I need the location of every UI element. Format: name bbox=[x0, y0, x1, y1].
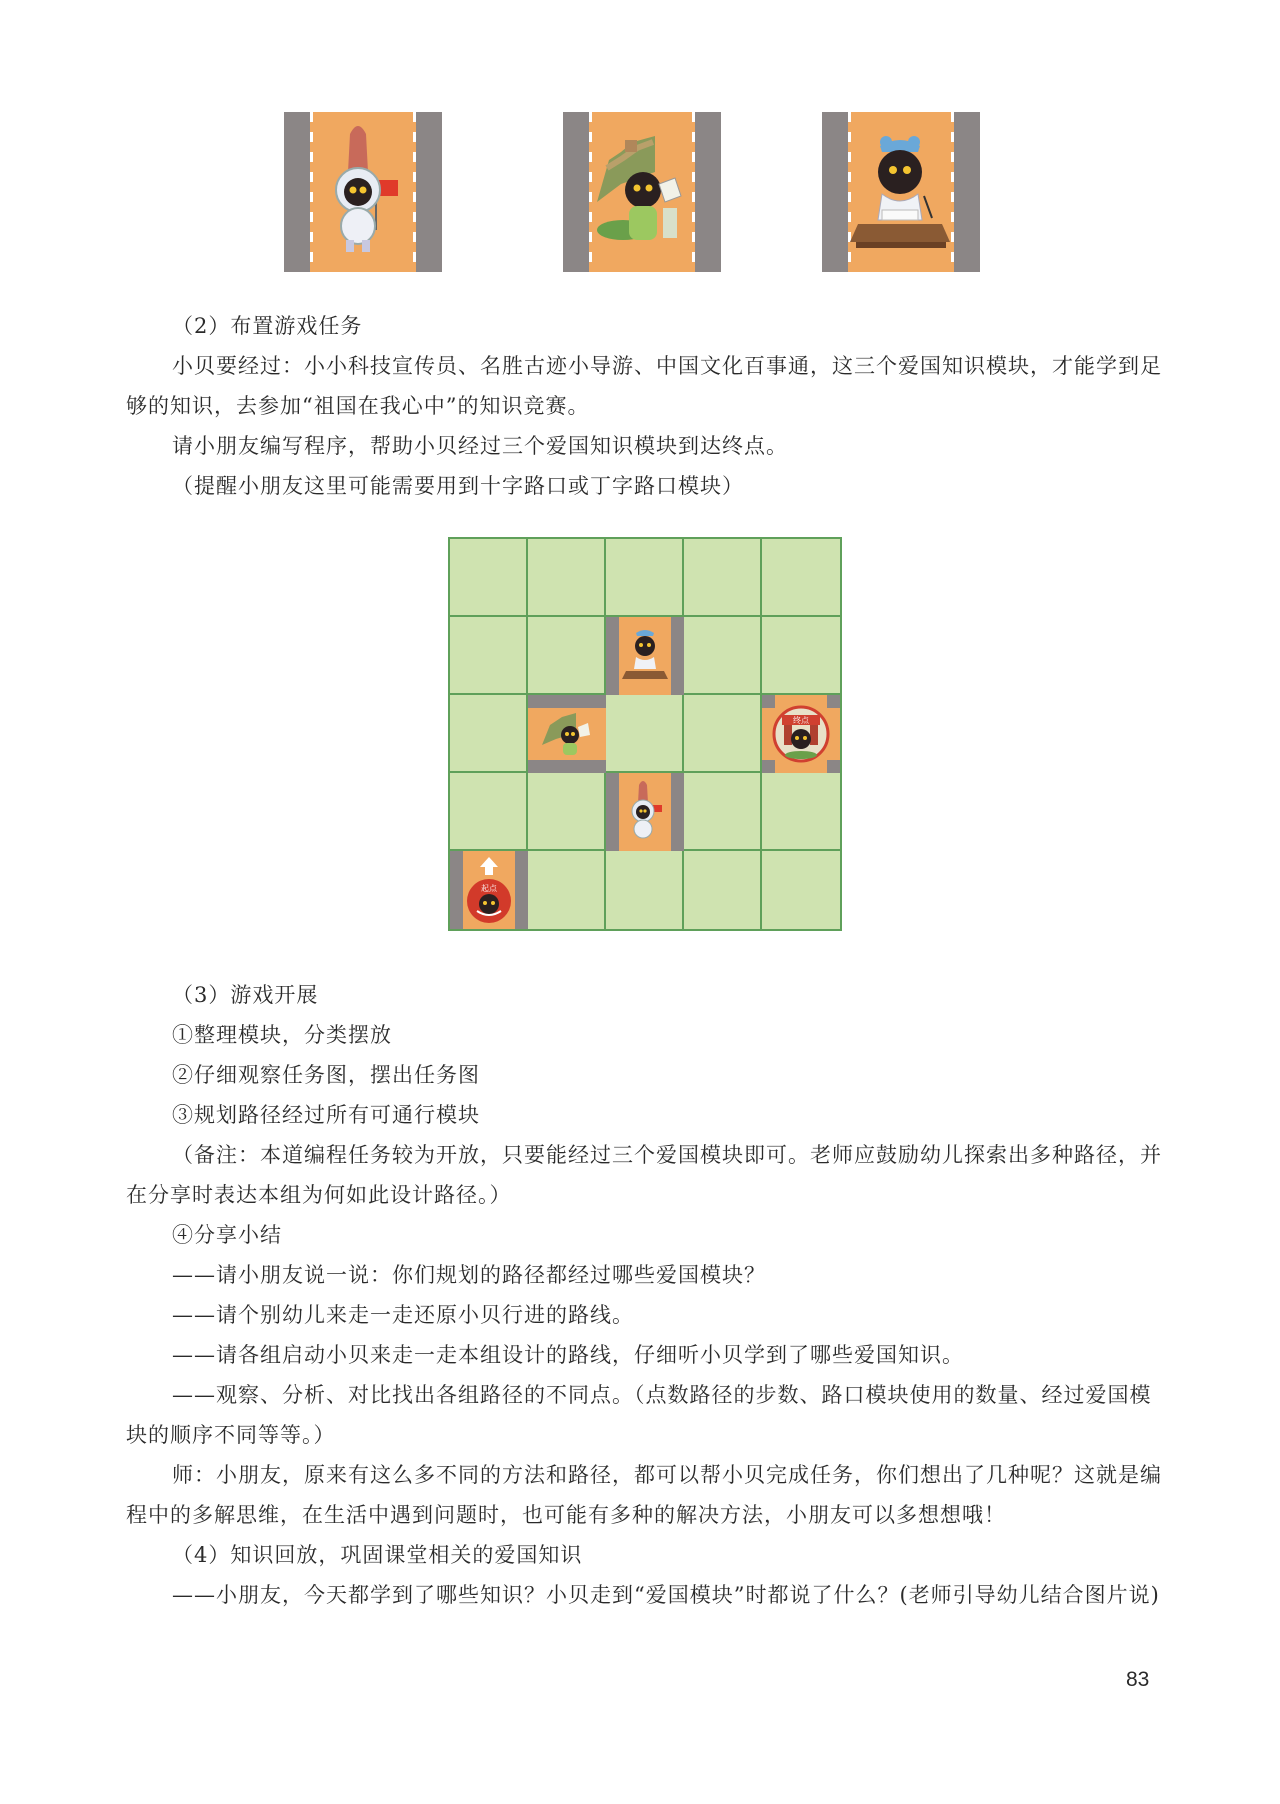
great-wall-guide-icon bbox=[528, 695, 606, 773]
section4-q1: ——小朋友，今天都学到了哪些知识？小贝走到“爱国模块”时都说了什么？(老师引导幼儿结合图片说) bbox=[172, 1583, 1160, 1607]
section3-heading: （3）游戏开展 bbox=[172, 983, 319, 1007]
section3-step3: ③规划路径经过所有可通行模块 bbox=[172, 1103, 480, 1127]
section4-heading: （4）知识回放，巩固课堂相关的爱国知识 bbox=[172, 1543, 583, 1567]
tile-science-propagandist bbox=[284, 112, 442, 272]
astronaut-rocket-icon bbox=[284, 112, 442, 272]
up-arrow-icon bbox=[480, 857, 498, 875]
section2-heading: （2）布置游戏任务 bbox=[172, 314, 363, 338]
section3-q3: ——请各组启动小贝来走一走本组设计的路线，仔细听小贝学到了哪些爱国知识。 bbox=[172, 1343, 964, 1367]
section3-step1: ①整理模块，分类摆放 bbox=[172, 1023, 392, 1047]
map-cell-scenic bbox=[528, 695, 606, 773]
tile-scenic-guide bbox=[563, 112, 721, 272]
tile-culture-expert bbox=[822, 112, 980, 272]
section3-step2: ②仔细观察任务图，摆出任务图 bbox=[172, 1063, 480, 1087]
section3-q2: ——请个别幼儿来走一走还原小贝行进的路线。 bbox=[172, 1303, 634, 1327]
module-tiles-row bbox=[284, 112, 980, 272]
calligraphy-desk-icon bbox=[822, 112, 980, 272]
section3-q1: ——请小朋友说一说：你们规划的路径都经过哪些爱国模块？ bbox=[172, 1263, 766, 1287]
map-cell-start bbox=[450, 851, 528, 929]
map-cell-culture bbox=[606, 617, 684, 695]
map-cell-science bbox=[606, 773, 684, 851]
section2-para1: 小贝要经过：小小科技宣传员、名胜古迹小导游、中国文化百事通，这三个爱国知识模块，才能学到足够的知识，去参加“祖国在我心中”的知识竞赛。 bbox=[126, 354, 1162, 418]
calligraphy-desk-icon bbox=[606, 617, 684, 695]
start-label: 起点 bbox=[481, 884, 497, 893]
task-map-grid bbox=[448, 537, 842, 931]
section3-note: （备注：本道编程任务较为开放，只要能经过三个爱国模块即可。老师应鼓励幼儿探索出多种路径，并在分享时表达本组为何如此设计路径。） bbox=[126, 1143, 1162, 1207]
page-number: 83 bbox=[1126, 1668, 1150, 1691]
map-cell-finish bbox=[762, 695, 840, 773]
finish-label: 终点 bbox=[793, 716, 809, 725]
section2-para3: （提醒小朋友这里可能需要用到十字路口或丁字路口模块） bbox=[172, 474, 744, 498]
section3-teacher: 师：小朋友，原来有这么多不同的方法和路径，都可以帮小贝完成任务，你们想出了几种呢？这就是编程中的多解思维，在生活中遇到问题时，也可能有多种的解决方法，小朋友可以多想想哦！ bbox=[126, 1463, 1162, 1527]
section2-para2: 请小朋友编写程序，帮助小贝经过三个爱国知识模块到达终点。 bbox=[172, 434, 788, 458]
section3-step4: ④分享小结 bbox=[172, 1223, 282, 1247]
section3-q4: ——观察、分析、对比找出各组路径的不同点。（点数路径的步数、路口模块使用的数量、经过爱国模块的顺序不同等等。） bbox=[126, 1383, 1152, 1447]
astronaut-rocket-icon bbox=[606, 773, 684, 851]
finish-point-icon bbox=[762, 695, 840, 773]
start-point-icon bbox=[450, 851, 528, 929]
great-wall-guide-icon bbox=[563, 112, 721, 272]
